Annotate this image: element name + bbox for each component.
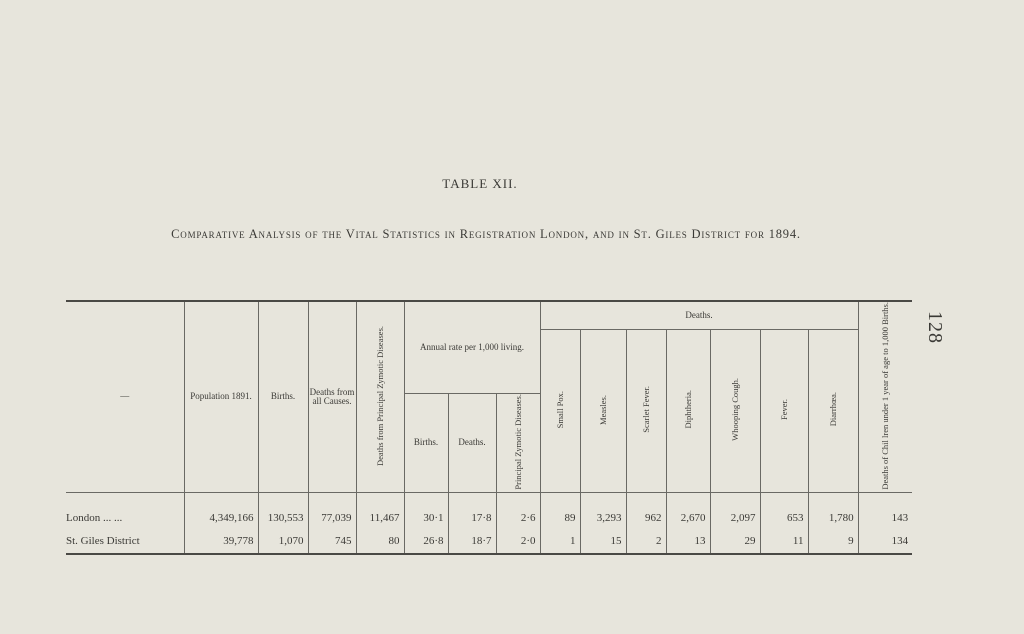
cell-measles: 3,293: [580, 493, 626, 529]
header-deaths-zymotic: Deaths from Principal Zymotic Diseases.: [374, 325, 385, 466]
cell-rate-zymotic: 2·0: [496, 528, 540, 554]
cell-rate-deaths: 18·7: [448, 528, 496, 554]
header-rate-deaths: Deaths.: [448, 394, 496, 493]
page-number: 128: [924, 311, 946, 344]
cell-scarlet-fever: 962: [626, 493, 666, 529]
cell-diarrhoea: 1,780: [808, 493, 858, 529]
cell-diphtheria: 2,670: [666, 493, 710, 529]
header-rate-births: Births.: [404, 394, 448, 493]
header-diphtheria: Diphtheria.: [682, 390, 693, 429]
cell-infant-deaths: 134: [858, 528, 912, 554]
cell-population: 39,778: [184, 528, 258, 554]
cell-population: 4,349,166: [184, 493, 258, 529]
header-diarrhoea: Diarrhœa.: [827, 392, 838, 427]
table-subtitle: Comparative Analysis of the Vital Statistics in Registration London, and in St. Giles District for 1894.: [171, 227, 801, 241]
cell-rate-births: 30·1: [404, 493, 448, 529]
header-fever: Fever.: [778, 399, 789, 421]
header-population: Population 1891.: [184, 301, 258, 493]
cell-deaths-zymotic: 11,467: [356, 493, 404, 529]
cell-whooping-cough: 2,097: [710, 493, 760, 529]
cell-small-pox: 89: [540, 493, 580, 529]
header-scarlet-fever: Scarlet Fever.: [640, 386, 651, 433]
row-label: St. Giles District: [66, 528, 184, 554]
table-row: [66, 493, 912, 529]
cell-fever: 653: [760, 493, 808, 529]
header-blank: —: [66, 301, 184, 493]
cell-births: 1,070: [258, 528, 308, 554]
header-small-pox: Small Pox.: [554, 390, 565, 429]
table-row: [66, 528, 912, 554]
cell-rate-deaths: 17·8: [448, 493, 496, 529]
header-deaths-group: Deaths.: [540, 301, 858, 329]
cell-deaths-all: 745: [308, 528, 356, 554]
cell-scarlet-fever: 2: [626, 528, 666, 554]
vital-statistics-table: [66, 300, 912, 555]
header-whooping-cough: Whooping Cough.: [729, 378, 740, 441]
cell-deaths-all: 77,039: [308, 493, 356, 529]
cell-births: 130,553: [258, 493, 308, 529]
header-measles: Measles.: [597, 394, 608, 425]
cell-infant-deaths: 143: [858, 493, 912, 529]
header-deaths-all: Deaths from all Causes.: [308, 301, 356, 493]
cell-measles: 15: [580, 528, 626, 554]
cell-small-pox: 1: [540, 528, 580, 554]
cell-fever: 11: [760, 528, 808, 554]
cell-diphtheria: 13: [666, 528, 710, 554]
cell-deaths-zymotic: 80: [356, 528, 404, 554]
header-rate-zymotic: Principal Zymotic Diseases.: [512, 394, 523, 490]
cell-rate-births: 26·8: [404, 528, 448, 554]
cell-diarrhoea: 9: [808, 528, 858, 554]
row-label: London ... ...: [66, 511, 123, 524]
header-annual-rate: Annual rate per 1,000 living.: [404, 301, 540, 394]
cell-whooping-cough: 29: [710, 528, 760, 554]
table-title: TABLE XII.: [442, 176, 518, 191]
cell-rate-zymotic: 2·6: [496, 493, 540, 529]
header-births: Births.: [258, 301, 308, 493]
header-infant-deaths: Deaths of Chil lren under 1 year of age to 1,000 Births.: [879, 302, 890, 490]
